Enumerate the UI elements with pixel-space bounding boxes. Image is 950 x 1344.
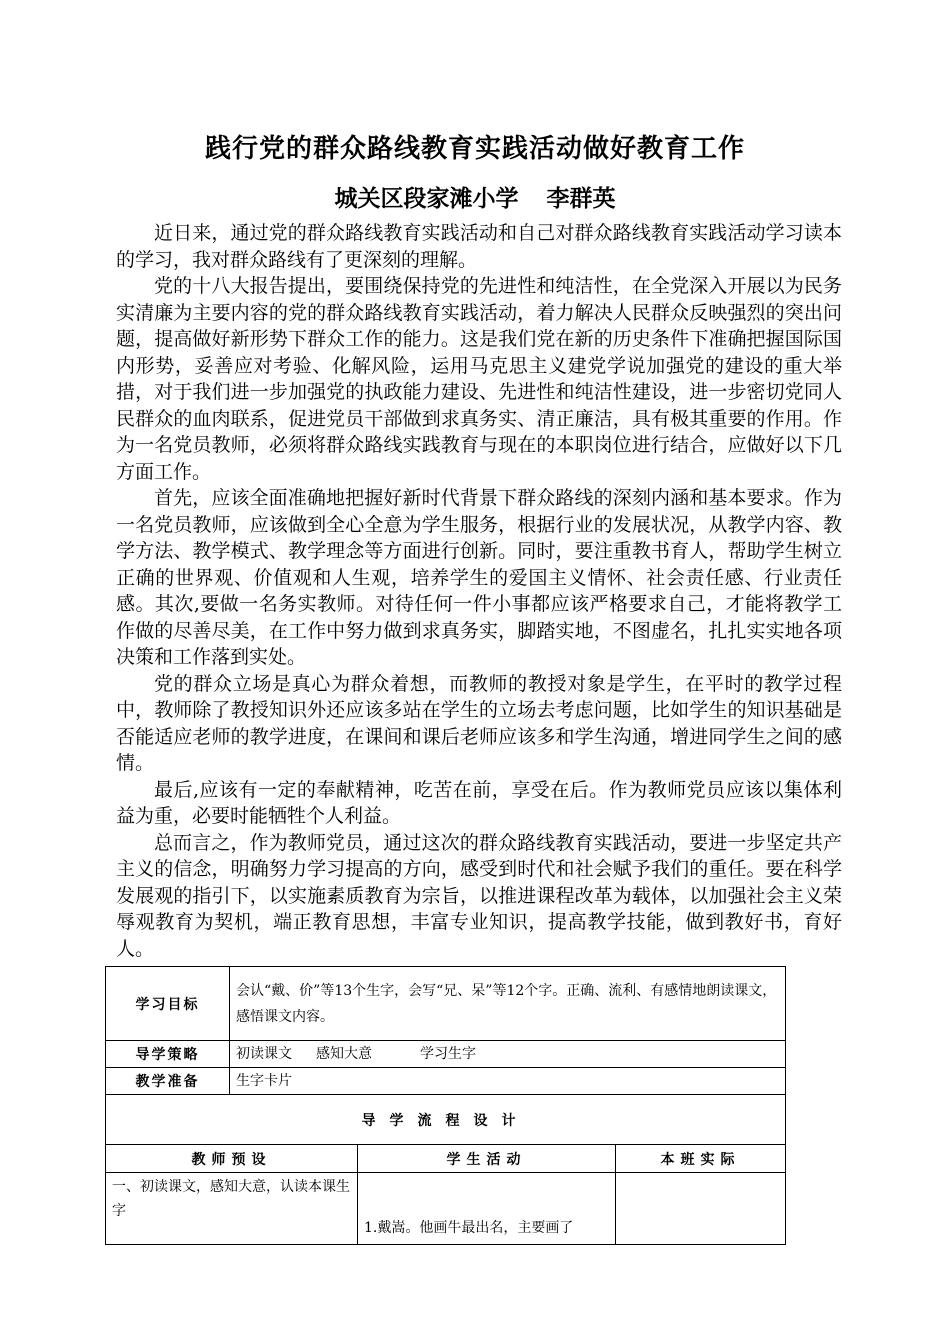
lesson-plan-table [105, 966, 786, 1245]
row1-actual [616, 1173, 786, 1245]
paragraph: 总而言之，作为教师党员，通过这次的群众路线教育实践活动，要进一步坚定共产主义的信念，明确努力学习提高的方向，感受到时代和社会赋予我们的重任。要在科学发展观的指引下，以实施素质教育为宗旨，以推进课程改革为载体，以加强社会主义荣辱观教育为契机，端正教育思想，丰富专业知识，提高教学技能，做到教好书，育好人。 [116, 831, 842, 960]
flow-title-row [106, 1095, 786, 1145]
col-header-actual: 本班实际 [616, 1145, 786, 1173]
author-school: 城关区段家滩小学 [334, 186, 519, 212]
paragraph: 党的群众立场是真心为群众着想，而教师的教授对象是学生，在平时的教学过程中，教师除了教授知识外还应该多站在学生的立场去考虑问题，比如学生的知识基础是否能适应老师的教学进度，在课间和课后老师应该多和学生沟通，增进同学生之间的感情。 [116, 672, 842, 774]
strategy-item: 初读课文 [236, 1046, 292, 1062]
strategy-item: 学习生字 [420, 1046, 476, 1062]
article-body [116, 220, 842, 962]
paragraph: 党的十八大报告提出，要围绕保持党的先进性和纯洁性，在全党深入开展以为民务实清廉为主要内容的党的群众路线教育实践活动，着力解决人民群众反映强烈的突出问题，提高做好新形势下群众工作的能力。这是我们党在新的历史条件下准确把握国际国内形势，妥善应对考验、化解风险，运用马克思主义建党学说加强党的建设的重大举措，对于我们进一步加强党的执政能力建设、先进性和纯洁性建设，进一步密切党同人民群众的血肉联系，促进党员干部做到求真务实、清正廉洁，具有极其重要的作用。作为一名党员教师，必须将群众路线实践教育与现在的本职岗位进行结合，应做好以下几方面工作。 [116, 275, 842, 483]
row1-teacher: 一、初读课文，感知大意，认读本课生字 [106, 1173, 358, 1245]
col-header-student: 学生活动 [358, 1145, 616, 1173]
paragraph: 首先，应该全面准确地把握好新时代背景下群众路线的深刻内涵和基本要求。作为一名党员教师，应该做到全心全意为学生服务，根据行业的发展状况，从教学内容、教学方法、教学模式、教学理念等方面进行创新。同时，要注重教书育人，帮助学生树立正确的世界观、价值观和人生观，培养学生的爱国主义情怀、社会责任感、行业责任感。其次,要做一名务实教师。对待任何一件小事都应该严格要求自己，才能将教学工作做的尽善尽美，在工作中努力做到求真务实，脚踏实地，不图虚名，扎扎实实地各项决策和工作落到实处。 [116, 487, 842, 668]
column-header-row [106, 1145, 786, 1173]
paragraph: 最后,应该有一定的奉献精神，吃苦在前，享受在后。作为教师党员应该以集体利益为重，必要时能牺牲个人利益。 [116, 778, 842, 827]
prep-label: 教学准备 [106, 1068, 230, 1095]
table-row [106, 1173, 786, 1245]
flow-title: 导学流程设计 [106, 1095, 786, 1145]
prep-value: 生字卡片 [230, 1068, 786, 1095]
goal-row [106, 967, 786, 1041]
goal-label: 学习目标 [106, 967, 230, 1041]
row1-student: 1.戴嵩。他画牛最出名，主要画了 [358, 1173, 616, 1245]
author-name: 李群英 [546, 186, 616, 212]
strategy-value [230, 1041, 786, 1068]
author-line [0, 180, 950, 213]
prep-row [106, 1068, 786, 1095]
goal-value: 会认“戴、价”等13个生字，会写“兄、呆”等12个字。正确、流利、有感情地朗读课文，感悟课文内容。 [230, 967, 786, 1041]
strategy-label: 导学策略 [106, 1041, 230, 1068]
strategy-row [106, 1041, 786, 1068]
col-header-teacher: 教师预设 [106, 1145, 358, 1173]
paragraph: 近日来，通过党的群众路线教育实践活动和自己对群众路线教育实践活动学习读本的学习，我对群众路线有了更深刻的理解。 [116, 222, 842, 271]
document-title: 践行党的群众路线教育实践活动做好教育工作 [204, 134, 745, 164]
strategy-item: 感知大意 [316, 1046, 372, 1062]
